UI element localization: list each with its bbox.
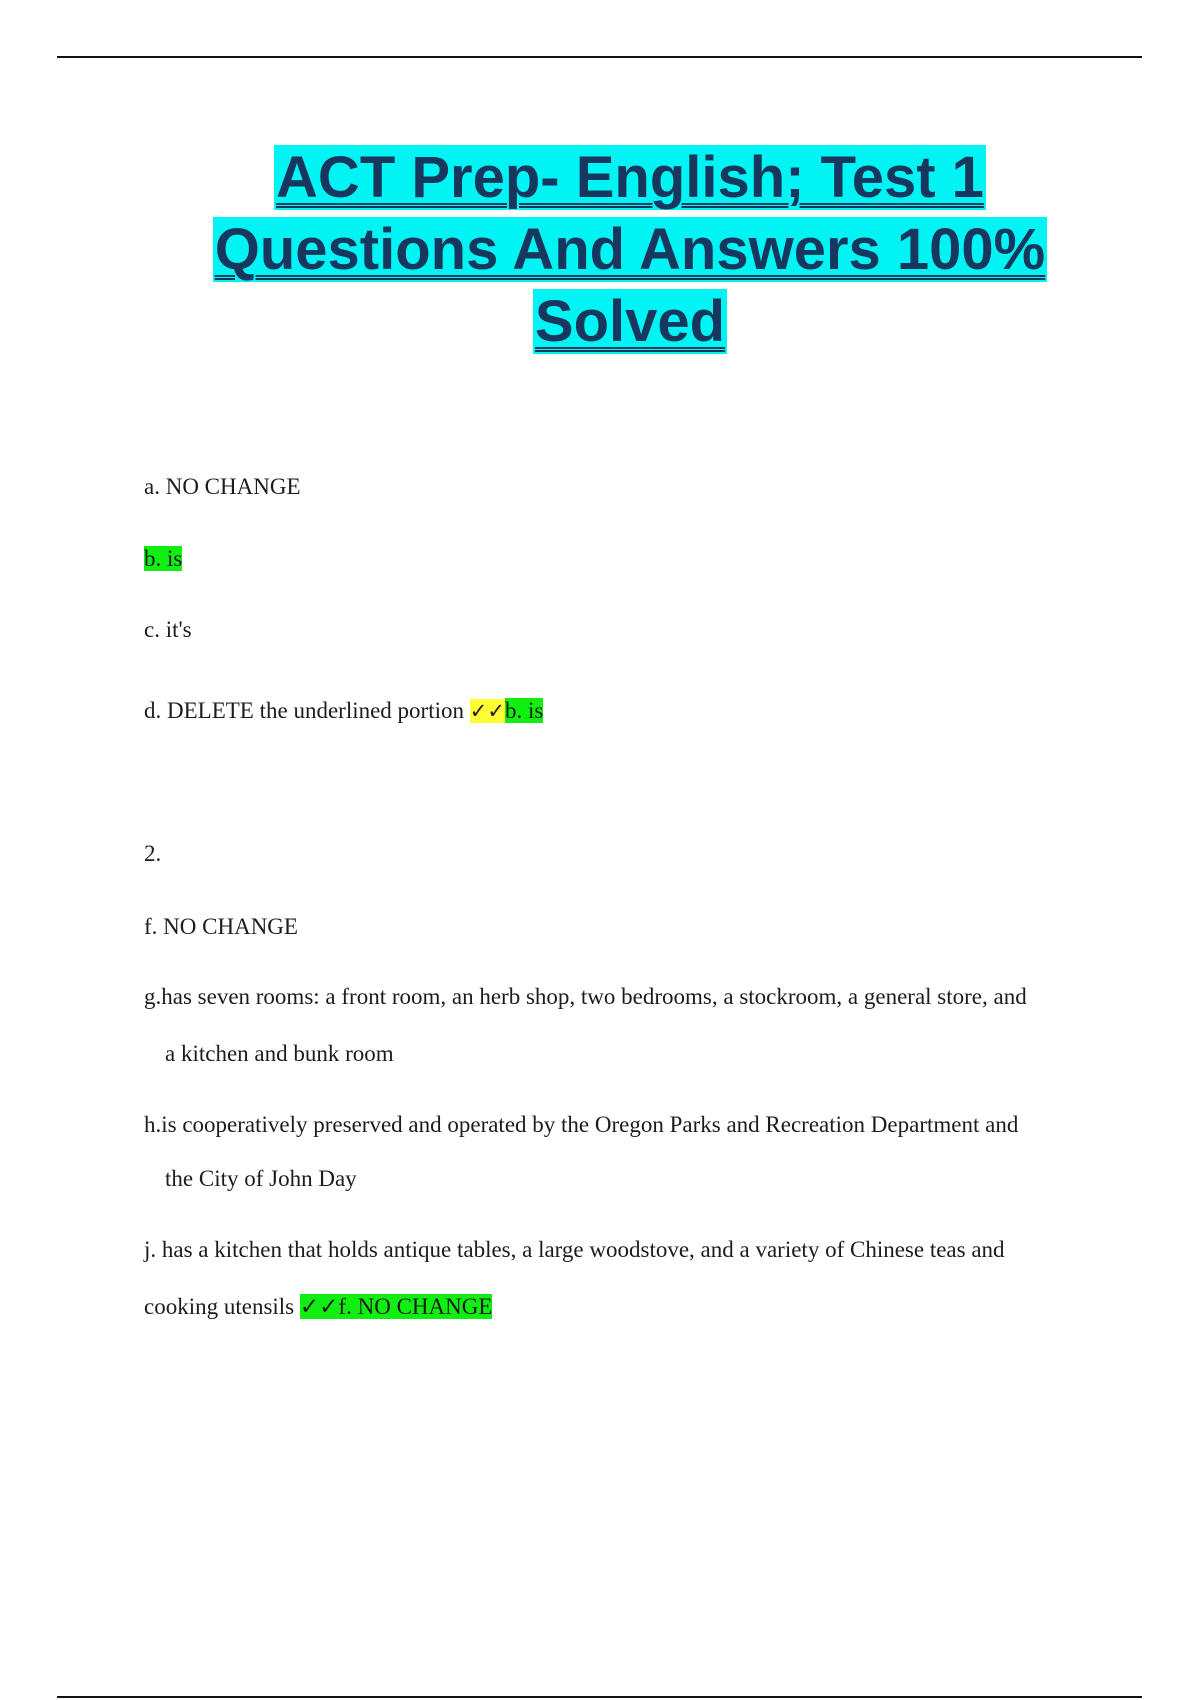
q2-answer: ✓✓f. NO CHANGE	[299, 1294, 493, 1319]
q1-option-c: c. it's	[144, 617, 192, 642]
q2-option-g-line2: a kitchen and bunk room	[165, 1041, 394, 1066]
q1-answer: b. is	[504, 698, 544, 723]
q1-option-a: a. NO CHANGE	[144, 474, 301, 499]
q2-option-h-line2: the City of John Day	[165, 1166, 357, 1191]
q1-checkmark-icon: ✓✓	[469, 699, 505, 723]
q2-option-j-line2	[144, 1292, 492, 1322]
q2-option-g-line1: g.has seven rooms: a front room, an herb shop, two bedrooms, a stockroom, a general store, and	[144, 984, 1027, 1009]
document-title	[150, 142, 1110, 358]
q2-option-j-line1: j. has a kitchen that holds antique tables, a large woodstove, and a variety of Chinese teas and	[144, 1237, 1005, 1262]
title-line-1: ACT Prep- English; Test 1	[276, 145, 984, 210]
header-rule	[57, 56, 1142, 58]
q1-option-d-text: d. DELETE the underlined portion	[144, 698, 465, 723]
q2-option-j-text: cooking utensils	[144, 1294, 295, 1319]
q1-option-b-highlight: b. is	[144, 546, 183, 571]
q1-option-b	[144, 544, 182, 574]
q2-option-h-line1: h.is cooperatively preserved and operated by the Oregon Parks and Recreation Department and	[144, 1112, 1019, 1137]
q2-number: 2.	[144, 841, 162, 866]
q1-option-d	[144, 696, 543, 726]
q2-option-f: f. NO CHANGE	[144, 914, 298, 939]
footer-rule	[57, 1696, 1142, 1698]
title-line-2: Questions And Answers 100%	[214, 217, 1046, 282]
title-line-3: Solved	[534, 289, 726, 354]
